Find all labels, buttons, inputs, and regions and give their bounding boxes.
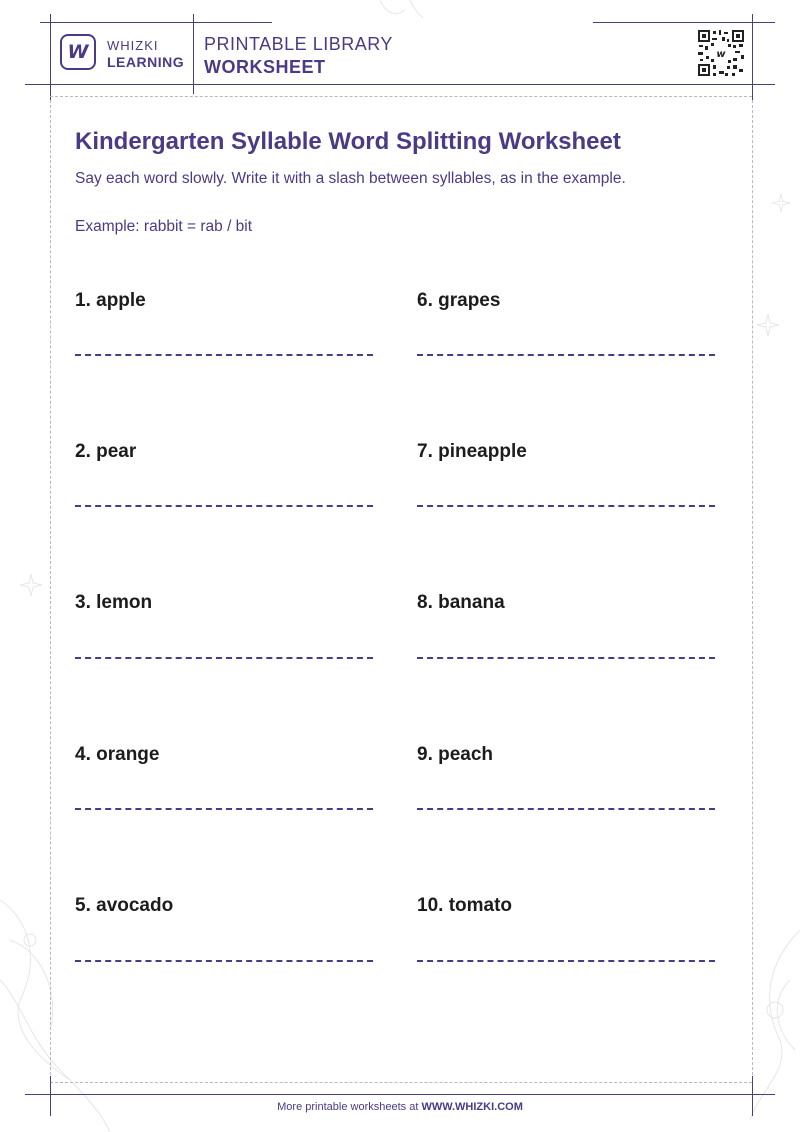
header-line-right: [752, 14, 753, 100]
decorative-star-top-right: [770, 192, 792, 214]
instructions-text: Say each word slowly. Write it with a slash between syllables, as in the example.: [75, 170, 626, 187]
page-border-bottom: [50, 1082, 752, 1083]
word-item-7: 7. pineapple: [417, 441, 527, 462]
answer-line-2[interactable]: [75, 505, 373, 507]
word-item-5: 5. avocado: [75, 895, 174, 916]
qr-code-icon[interactable]: [697, 29, 745, 77]
word-item-6: 6. grapes: [417, 290, 501, 311]
word-item-9: 9. peach: [417, 744, 494, 765]
word-item-8: 8. banana: [417, 592, 505, 613]
answer-line-9[interactable]: [417, 808, 715, 810]
library-label: PRINTABLE LIBRARY: [204, 34, 393, 54]
decorative-star-left: [18, 572, 44, 598]
footer: [0, 1101, 800, 1113]
page-border-top: [50, 96, 752, 97]
worksheet-label: WORKSHEET: [204, 57, 326, 77]
header-divider: [193, 14, 194, 94]
logo-letter: W: [67, 41, 89, 63]
footer-prefix: More printable worksheets at: [277, 1101, 419, 1113]
word-item-2: 2. pear: [75, 441, 137, 462]
page-border-right: [752, 100, 753, 1080]
decorative-sketch-right: [730, 920, 800, 1120]
answer-line-3[interactable]: [75, 657, 373, 659]
brand-name-top: WHIZKI: [107, 38, 159, 53]
answer-line-10[interactable]: [417, 960, 715, 962]
worksheet-title: Kindergarten Syllable Word Splitting Worksheet: [75, 128, 621, 155]
answer-line-6[interactable]: [417, 354, 715, 356]
answer-line-1[interactable]: [75, 354, 373, 356]
word-item-4: 4. orange: [75, 744, 160, 765]
footer-site-link[interactable]: WWW.WHIZKI.COM: [421, 1101, 523, 1113]
svg-text:w: w: [716, 49, 726, 60]
answer-line-7[interactable]: [417, 505, 715, 507]
footer-line: [25, 1094, 775, 1095]
whizki-logo[interactable]: [60, 34, 96, 70]
answer-line-5[interactable]: [75, 960, 373, 962]
header-line-left: [50, 14, 51, 100]
decorative-sketch-top: [375, 0, 425, 22]
word-item-1: 1. apple: [75, 290, 146, 311]
brand-name-bottom: LEARNING: [107, 54, 185, 70]
word-item-10: 10. tomato: [417, 895, 513, 916]
header-line-top-left: [40, 22, 272, 23]
answer-line-4[interactable]: [75, 808, 373, 810]
answer-line-8[interactable]: [417, 657, 715, 659]
example-text: Example: rabbit = rab / bit: [75, 218, 253, 235]
page-border-left: [50, 100, 51, 1080]
header-line-bottom: [25, 84, 775, 85]
header-line-top-right: [593, 22, 775, 23]
word-item-3: 3. lemon: [75, 592, 153, 613]
decorative-star-right: [755, 312, 781, 338]
